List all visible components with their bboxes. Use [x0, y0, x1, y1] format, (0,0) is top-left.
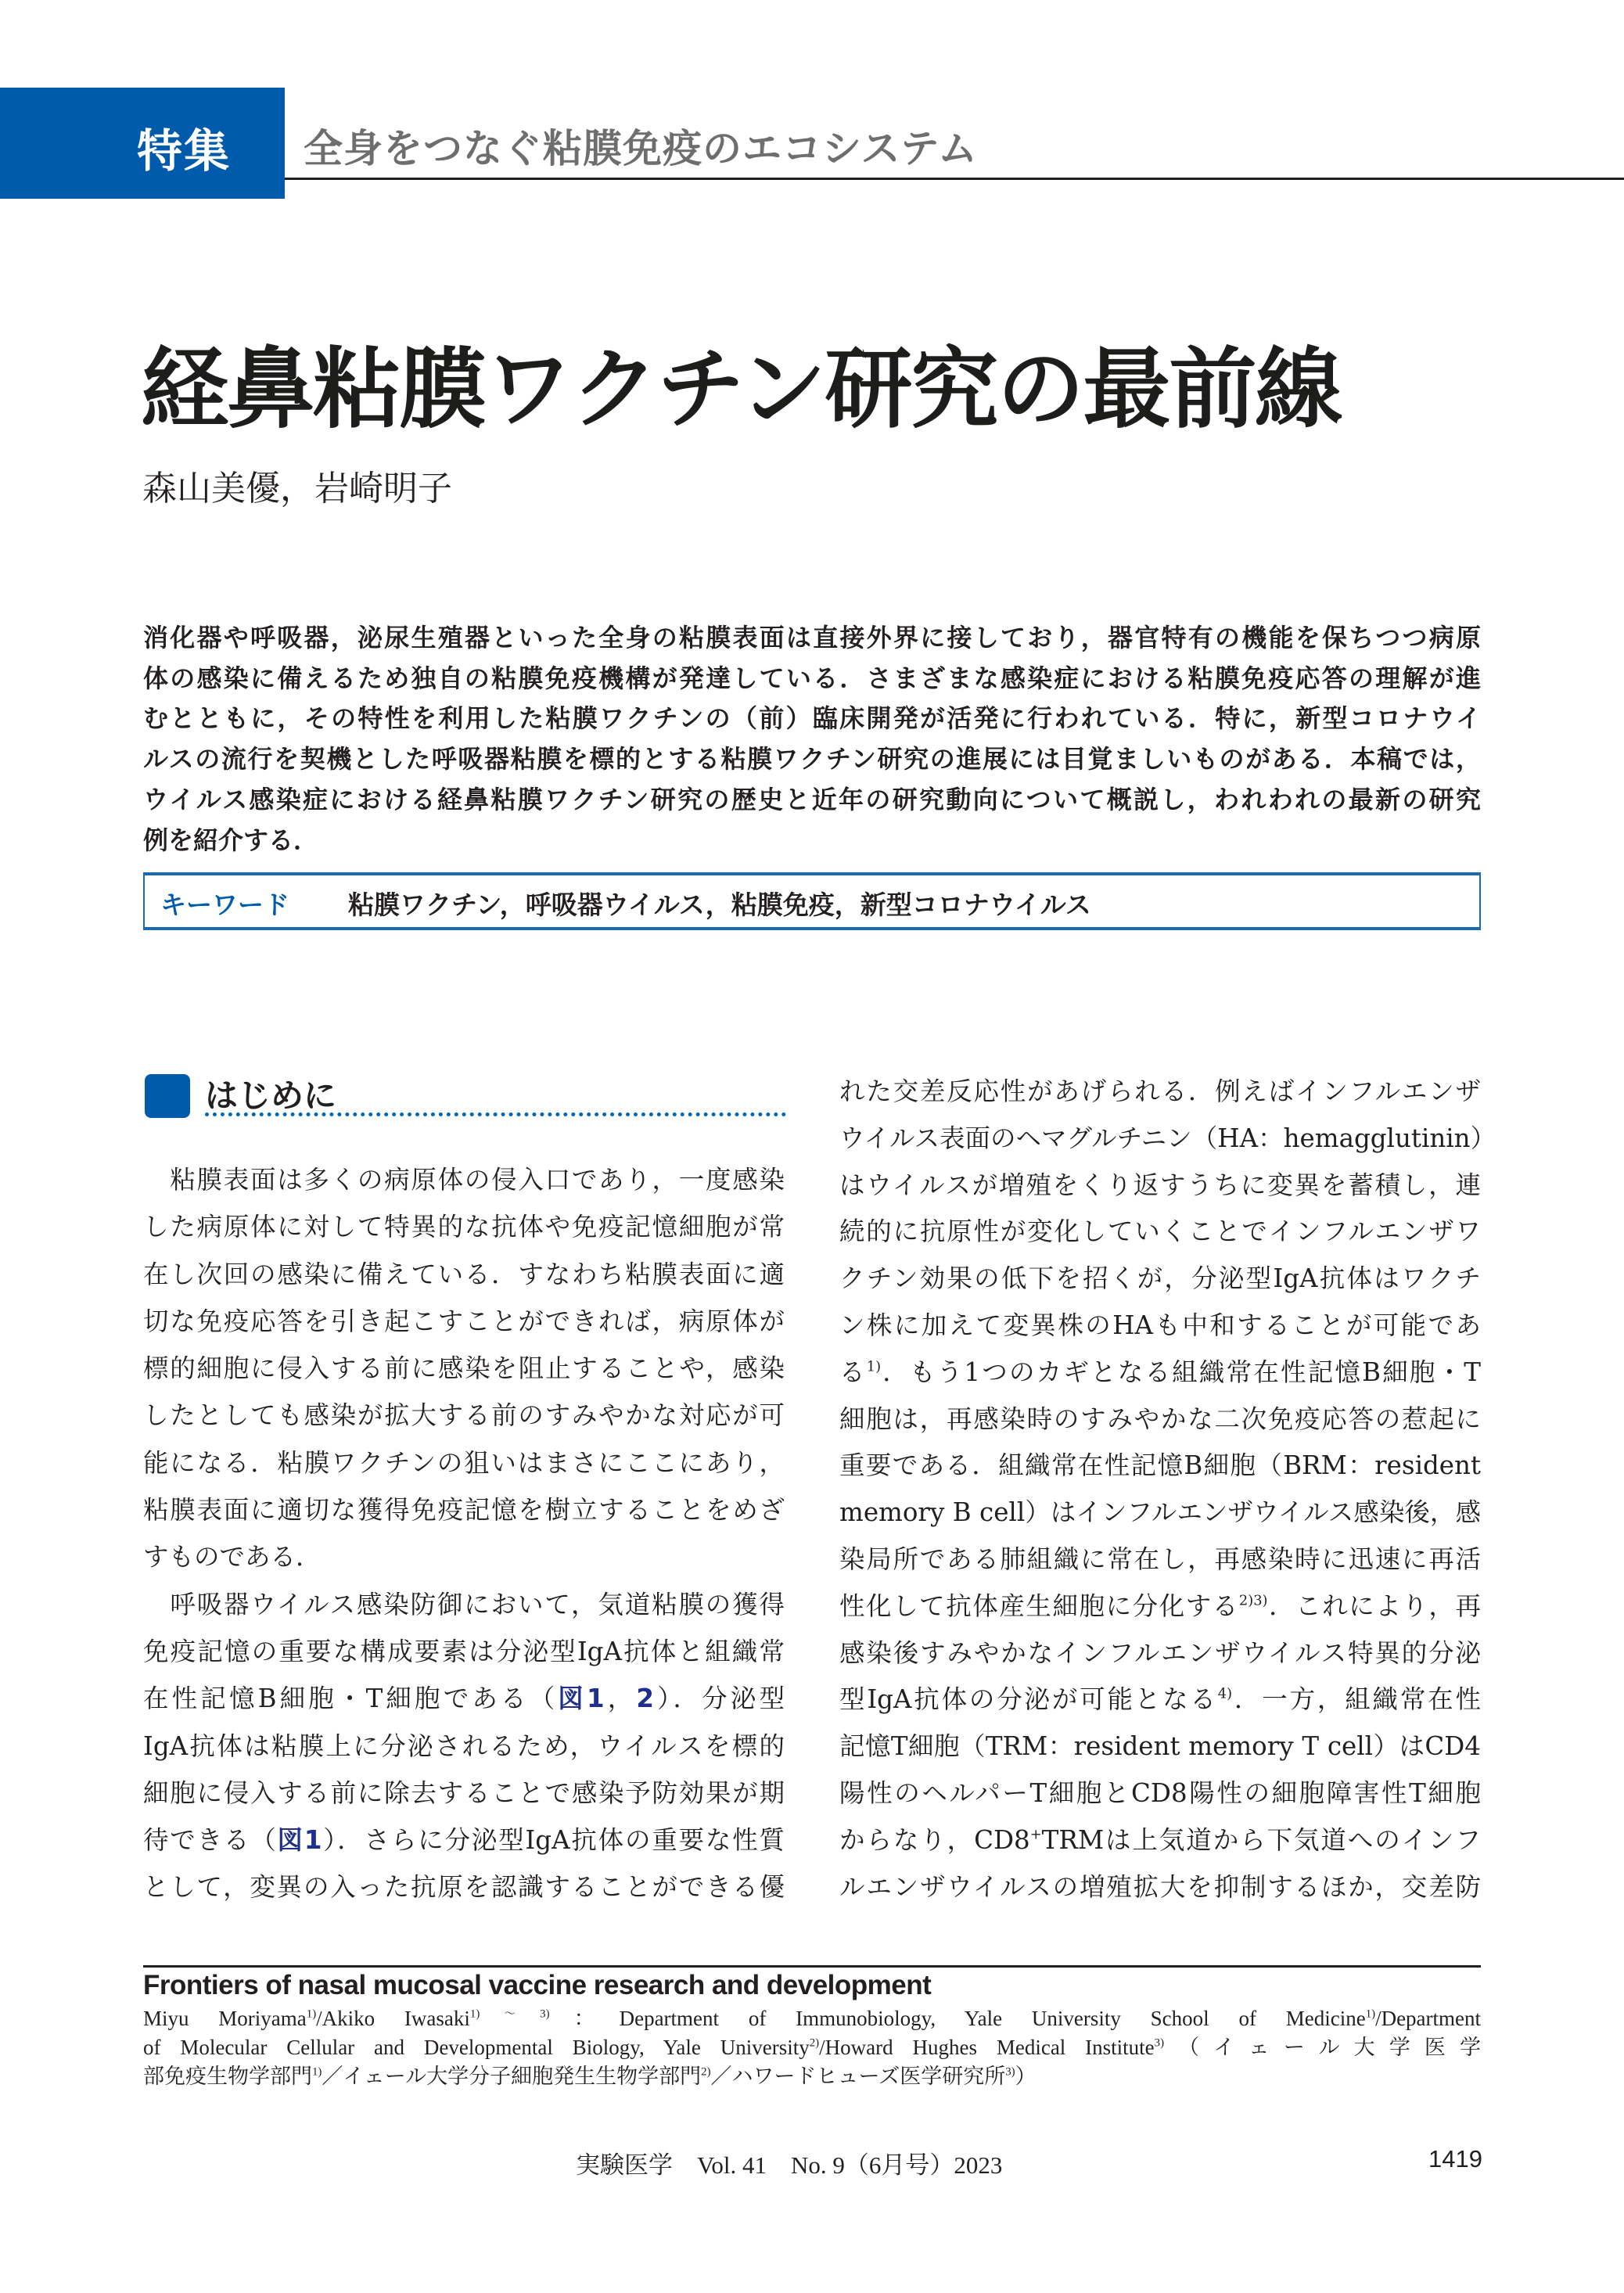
text-segment: of Molecular Cellular and Developmental Biology, Yale University [143, 2036, 810, 2059]
keywords-label: キーワード [160, 890, 289, 920]
citation-superscript: 2) [701, 2065, 711, 2079]
text-segment: ／ハワードヒューズ医学研究所 [710, 2065, 1006, 2088]
text-line [143, 1345, 785, 1392]
text-segment: Miyu Moriyama [143, 2007, 307, 2030]
text-line [839, 1677, 1481, 1723]
text-segment: ．もう1つのカギとなる組織常在性記憶B細胞・T [881, 1357, 1481, 1387]
text-segment: 免疫記憶の重要な構成要素は分泌型IgA抗体と組織常 [143, 1636, 785, 1666]
text-segment: ウイルス感染症における経鼻粘膜ワクチン研究の歴史と近年の研究動向について概説し，われわれの最新の研究 [143, 784, 1481, 814]
text-segment: したとしても感染が拡大する前のすみやかな対応が可 [143, 1400, 785, 1431]
text-line [143, 1156, 785, 1203]
citation-superscript: + [1029, 1826, 1042, 1843]
text-segment: として，変異の入った抗原を認識することができる優 [143, 1872, 785, 1903]
text-segment: /Department [1375, 2007, 1482, 2030]
text-segment: 型IgA抗体の分泌が可能となる [839, 1684, 1218, 1715]
text-line [143, 618, 1481, 659]
text-segment: ）．さらに分泌型IgA抗体の重要な性質 [322, 1825, 785, 1856]
text-segment: 呼吸器ウイルス感染防御において，気道粘膜の獲得 [143, 1589, 785, 1619]
text-line [839, 1443, 1481, 1490]
citation-superscript: 4) [1217, 1685, 1233, 1702]
text-line [143, 1723, 785, 1770]
text-segment: 切な免疫応答を引き起こすことができれば，病原体が [143, 1306, 785, 1336]
text-segment: 記憶T細胞（TRM：resident memory T cell）はCD4 [839, 1731, 1481, 1762]
text-segment: 在性記憶B細胞・T細胞である（ [143, 1684, 559, 1714]
text-line [839, 1490, 1481, 1536]
figure-reference-link[interactable]: 図1 [277, 1825, 322, 1856]
text-segment: ．一方，組織常在性 [1232, 1684, 1481, 1715]
text-line [839, 1583, 1481, 1630]
text-segment: 感染後すみやかなインフルエンザウイルス特異的分泌 [839, 1637, 1481, 1668]
text-segment: 続的に抗原性が変化していくことでインフルエンザワ [839, 1217, 1481, 1247]
text-line [839, 1723, 1481, 1770]
text-segment: むとともに，その特性を利用した粘膜ワクチンの（前）臨床開発が活発に行われている．特に，新型コロナウイ [143, 703, 1481, 734]
citation-superscript: 1) [306, 2007, 317, 2021]
citation-superscript: 1) [1365, 2007, 1376, 2021]
text-segment: 重要である．組織常在性記憶B細胞（BRM：resident [839, 1450, 1481, 1481]
text-line [143, 1298, 785, 1345]
text-segment: ：Department of Immunobiology, Yale University School of Medicine [549, 2007, 1366, 2030]
text-segment: ．これにより，再 [1267, 1590, 1481, 1621]
body-column-right [839, 1069, 1496, 1910]
text-line [143, 1770, 785, 1817]
text-segment: /Akiko Iwasaki [316, 2007, 470, 2030]
text-line [143, 1817, 785, 1864]
english-title: Frontiers of nasal mucosal vaccine research and development [143, 1970, 932, 2000]
text-line [143, 1203, 785, 1250]
text-segment: memory B cell）はインフルエンザウイルス感染後，感 [839, 1497, 1481, 1528]
text-line [143, 2004, 1481, 2033]
text-segment: ルスの流行を契機とした呼吸器粘膜を標的とする粘膜ワクチン研究の進展には目覚ましいものがある．本稿では， [143, 744, 1481, 775]
text-segment: 待できる（ [143, 1825, 278, 1856]
text-line [143, 659, 1481, 699]
article-title: 経鼻粘膜ワクチン研究の最前線 [141, 339, 1342, 440]
text-segment: ルエンザウイルスの増殖拡大を抑制するほか，交差防 [839, 1871, 1481, 1902]
text-segment: 標的細胞に侵入する前に感染を阻止することや，感染 [143, 1353, 785, 1384]
section-marker-icon [145, 1074, 190, 1118]
text-segment: TRMは上気道から下気道へのインフ [1041, 1824, 1481, 1855]
text-line [143, 2033, 1481, 2062]
text-line [143, 2062, 1481, 2091]
figure-reference-link[interactable]: 図1 [558, 1684, 605, 1714]
text-segment: る [839, 1357, 867, 1387]
text-segment: 例を紹介する． [143, 825, 319, 855]
text-line [839, 1770, 1481, 1817]
text-line [839, 1069, 1481, 1116]
citation-superscript: 1) [312, 2065, 322, 2079]
journal-citation: 実験医学 Vol. 41 No. 9（6月号）2023 [576, 2151, 1003, 2179]
text-line [143, 821, 1481, 861]
text-line [839, 1864, 1481, 1911]
feature-tag-label: 特集 [137, 124, 232, 178]
text-line [839, 1536, 1481, 1583]
footer-rule [143, 1965, 1481, 1968]
keywords-box [143, 872, 1481, 930]
text-segment: 性化して抗体産生細胞に分化する [839, 1590, 1239, 1621]
text-segment: 陽性のヘルパーT細胞とCD8陽性の細胞障害性T細胞 [839, 1777, 1481, 1808]
abstract [143, 618, 1481, 861]
text-line [839, 1116, 1496, 1163]
text-line [143, 1439, 785, 1486]
text-line [839, 1256, 1481, 1303]
text-line [143, 1675, 785, 1722]
citation-superscript: 3) [1154, 2036, 1165, 2050]
text-line [839, 1303, 1481, 1350]
text-segment: れた交差反応性があげられる．例えばインフルエンザ [839, 1076, 1481, 1106]
text-segment: クチン効果の低下を招くが，分泌型IgA抗体はワクチ [839, 1263, 1481, 1294]
text-segment: からなり，CD8 [839, 1824, 1030, 1855]
text-segment: ）．分泌型 [653, 1684, 785, 1714]
text-segment: 部免疫生物学部門 [143, 2065, 312, 2088]
text-line [143, 1251, 785, 1298]
keywords-list: 粘膜ワクチン，呼吸器ウイルス，粘膜免疫，新型コロナウイルス [348, 890, 1091, 920]
text-line [143, 780, 1481, 821]
figure-reference-link[interactable]: 2 [636, 1684, 654, 1714]
text-line [143, 739, 1481, 780]
text-segment: ， [604, 1684, 637, 1714]
text-segment: （イェール大学医学 [1164, 2036, 1481, 2059]
text-segment: ） [1015, 2065, 1037, 2088]
text-line [143, 1581, 785, 1628]
page-number: 1419 [1428, 2145, 1482, 2173]
authors: 森山美優，岩崎明子 [142, 469, 452, 509]
text-segment: 細胞に侵入する前に除去することで感染予防効果が期 [143, 1777, 785, 1808]
author-affiliations [143, 2004, 1481, 2091]
text-line [839, 1350, 1481, 1396]
header-rule [285, 178, 1624, 180]
series-title: 全身をつなぐ粘膜免疫のエコシステム [304, 126, 978, 171]
text-segment: 消化器や呼吸器，泌尿生殖器といった全身の粘膜表面は直接外界に接しており，器官特有の機能を保ちつつ病原 [143, 623, 1481, 652]
text-segment: 在し次回の感染に備えている．すなわち粘膜表面に適 [143, 1259, 785, 1289]
text-line [143, 1533, 785, 1580]
text-line [143, 1628, 785, 1675]
text-segment: すものである． [143, 1542, 322, 1572]
text-line [839, 1630, 1481, 1677]
text-segment: IgA抗体は粘膜上に分泌されるため，ウイルスを標的 [143, 1731, 785, 1761]
text-line [143, 1486, 785, 1533]
text-line [839, 1163, 1481, 1209]
text-segment: ／イェール大学分子細胞発生生物学部門 [322, 2065, 702, 2088]
section-divider [205, 1112, 786, 1116]
text-segment: 細胞は，再感染時のすみやかな二次免疫応答の惹起に [839, 1403, 1481, 1434]
text-segment: した病原体に対して特異的な抗体や免疫記憶細胞が常 [143, 1212, 785, 1242]
text-segment: 粘膜表面に適切な獲得免疫記憶を樹立することをめざ [143, 1495, 785, 1526]
text-line [143, 1392, 785, 1439]
text-segment: 能になる．粘膜ワクチンの狙いはまさにここにあり， [143, 1447, 785, 1478]
text-segment: 体の感染に備えるため独自の粘膜免疫機構が発達している．さまざまな感染症における粘膜免疫応答の理解が進 [143, 663, 1481, 693]
text-segment: はウイルスが増殖をくり返すうちに変異を蓄積し，連 [839, 1170, 1481, 1200]
text-line [839, 1396, 1481, 1443]
citation-superscript: 3) [1005, 2065, 1015, 2079]
text-segment: ン株に加えて変異株のHAも中和することが可能であ [839, 1310, 1481, 1340]
citation-superscript: 1)～3) [469, 2007, 550, 2021]
text-line [839, 1209, 1481, 1256]
citation-superscript: 2) [809, 2036, 820, 2050]
text-segment: 染局所である肺組織に常在し，再感染時に迅速に再活 [839, 1544, 1481, 1574]
text-segment: 粘膜表面は多くの病原体の侵入口であり，一度感染 [143, 1165, 785, 1195]
text-line [143, 699, 1481, 739]
body-column-left [143, 1156, 785, 1911]
text-line [143, 1864, 785, 1910]
section-heading: はじめに [205, 1076, 337, 1115]
citation-superscript: 2)3) [1238, 1592, 1268, 1609]
text-segment: /Howard Hughes Medical Institute [819, 2036, 1155, 2059]
text-segment: ウイルス表面のヘマグルチニン（HA：hemagglutinin） [839, 1123, 1496, 1153]
text-line [839, 1817, 1481, 1864]
citation-superscript: 1) [866, 1358, 882, 1375]
